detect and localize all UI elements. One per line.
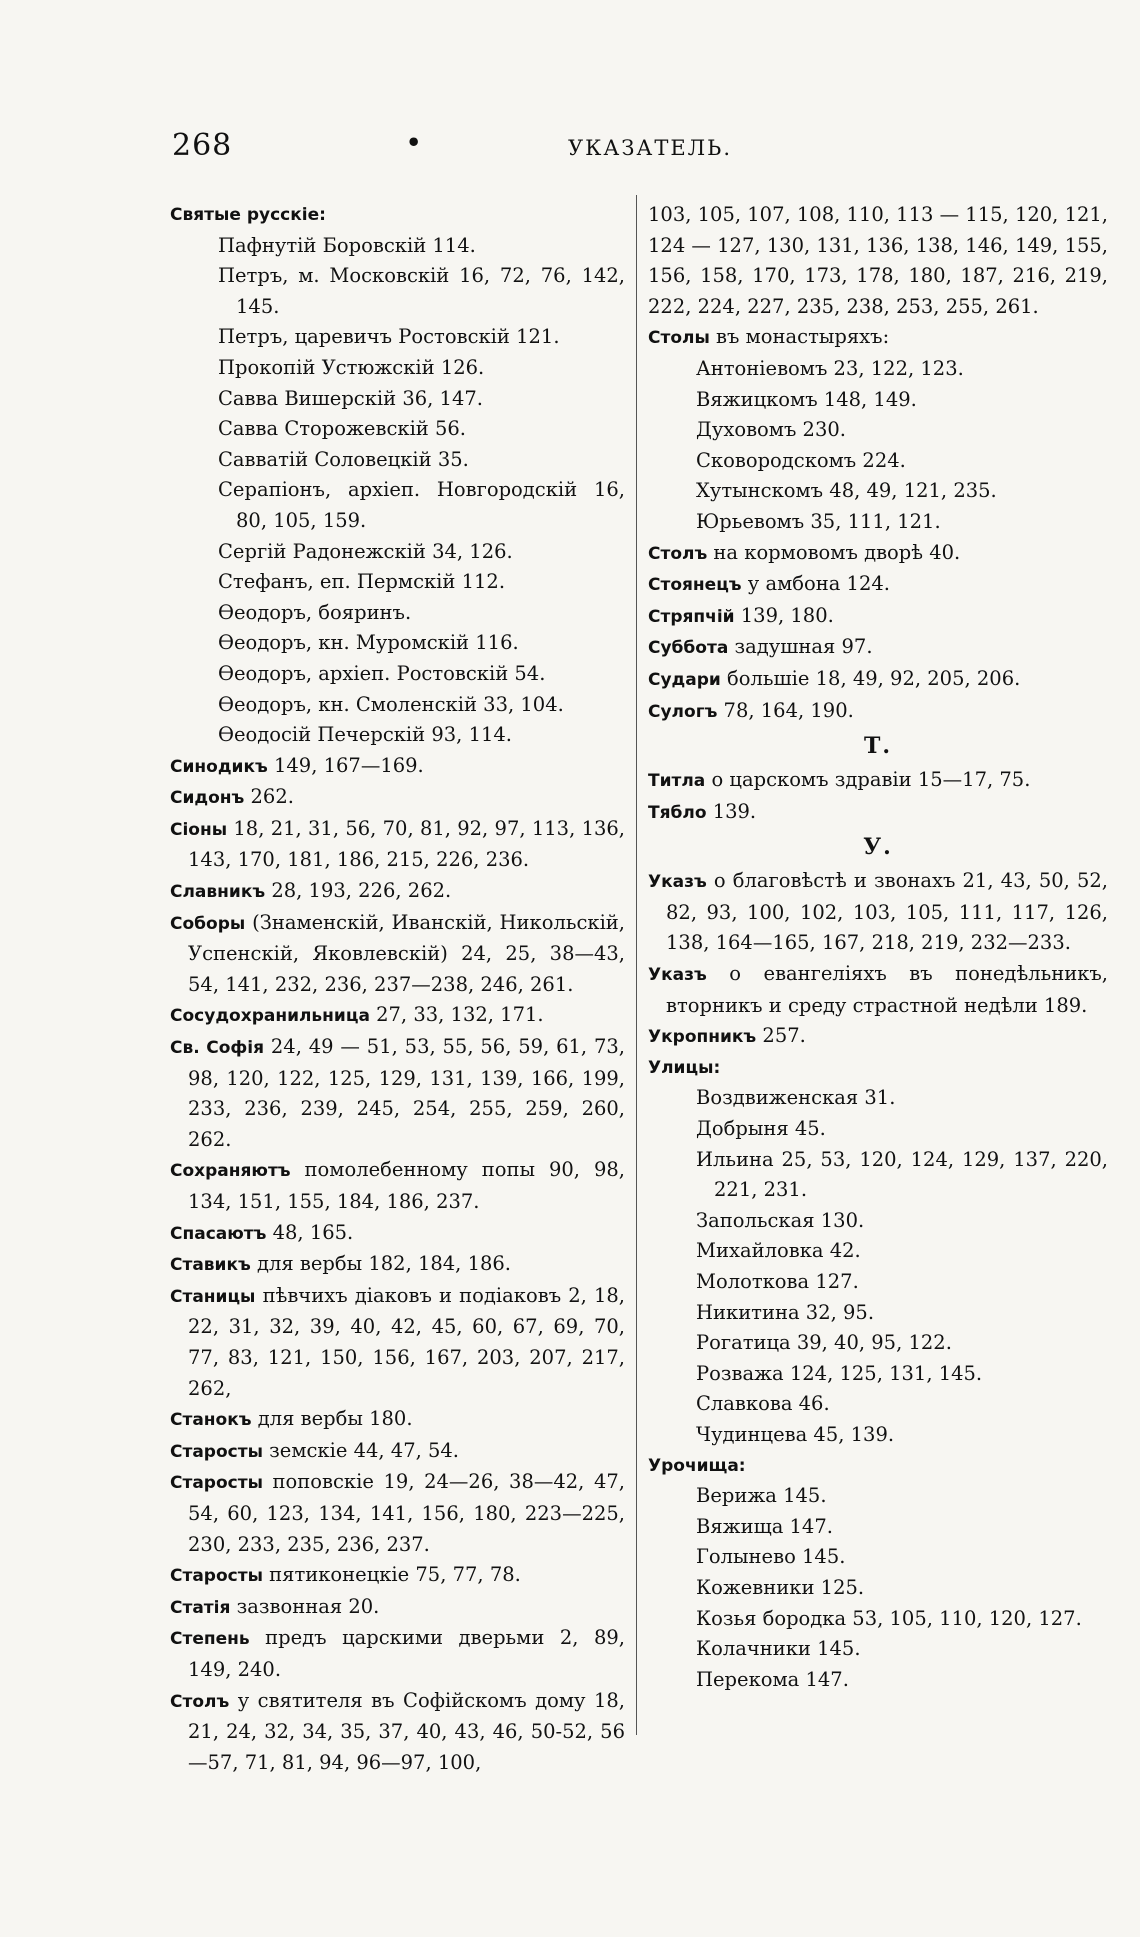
entry-references: Антоніевомъ 23, 122, 123.	[696, 356, 964, 380]
index-entry	[170, 1592, 625, 1624]
entry-references: предъ царскими дверьми 2, 89, 149, 240.	[188, 1626, 625, 1681]
index-subentry	[170, 537, 625, 568]
index-subentry	[648, 1298, 1108, 1329]
index-entry	[648, 322, 1108, 354]
entry-references: о царскомъ здравіи 15—17, 75.	[705, 768, 1031, 792]
entry-references: большіе 18, 49, 92, 205, 206.	[720, 666, 1021, 690]
index-subentry	[648, 385, 1108, 416]
entry-headword: Столъ	[648, 543, 708, 564]
entry-references: Прокопій Устюжскій 126.	[218, 355, 485, 379]
entry-references: 149, 167—169.	[267, 753, 424, 777]
entry-headword: Титла	[648, 771, 706, 792]
index-entry	[648, 632, 1108, 664]
index-subentry	[170, 690, 625, 721]
entry-references: Юрьевомъ 35, 111, 121.	[696, 509, 941, 533]
entry-headword: Столы	[648, 328, 710, 349]
index-entry	[648, 1021, 1108, 1053]
entry-headword: Станокъ	[170, 1410, 252, 1431]
entry-references: Славкова 46.	[696, 1392, 830, 1416]
index-subentry	[170, 567, 625, 598]
index-subentry	[648, 1236, 1108, 1267]
entry-references: у амбона 124.	[741, 572, 890, 596]
index-right-column	[648, 200, 1108, 1695]
index-entry	[648, 664, 1108, 696]
index-subentry	[170, 353, 625, 384]
entry-references: Хутынскомъ 48, 49, 121, 235.	[696, 479, 997, 503]
entry-references: Ѳеодоръ, кн. Муромскій 116.	[218, 631, 519, 655]
column-divider	[636, 195, 637, 1735]
entry-headword: Сидонъ	[170, 788, 245, 809]
entry-references: Колачники 145.	[696, 1637, 861, 1661]
index-subentry	[648, 1389, 1108, 1420]
index-entry	[648, 959, 1108, 1021]
index-subentry	[648, 1604, 1108, 1635]
index-entry	[170, 1218, 625, 1250]
entry-references: на кормовомъ дворѣ 40.	[707, 540, 961, 564]
entry-references: Кожевники 125.	[696, 1575, 865, 1599]
index-subentry	[648, 354, 1108, 385]
index-entry	[170, 1249, 625, 1281]
index-subentry	[648, 1420, 1108, 1451]
entry-references: Стефанъ, еп. Пермскій 112.	[218, 570, 506, 594]
entry-references: Рогатица 39, 40, 95, 122.	[696, 1331, 952, 1355]
entry-headword: Судари	[648, 669, 721, 690]
entry-references: пѣвчихъ діаковъ и подіаковъ 2, 18, 22, 31, 32, 39, 40, 42, 45, 60, 67, 69, 70, 77, 83, 121, 150, 156, 167, 203, 207, 217, 262,	[188, 1283, 625, 1400]
index-entry	[648, 765, 1108, 797]
entry-references: Никитина 32, 95.	[696, 1300, 875, 1324]
entry-headword: Сохраняютъ	[170, 1161, 291, 1182]
index-subentry	[648, 1634, 1108, 1665]
entry-references: зазвонная 20.	[230, 1594, 380, 1618]
index-subentry	[648, 476, 1108, 507]
index-subentry	[648, 1114, 1108, 1145]
entry-references: Розважа 124, 125, 131, 145.	[696, 1361, 983, 1385]
entry-references: Добрыня 45.	[696, 1117, 826, 1141]
entry-references: задушная 97.	[728, 635, 873, 659]
entry-references: поповскіе 19, 24—26, 38—42, 47, 54, 60, 123, 134, 141, 156, 180, 223—225, 230, 233, 235, 236, 237.	[188, 1470, 625, 1556]
entry-headword: Сулогъ	[648, 701, 718, 722]
entry-references: 18, 21, 31, 56, 70, 81, 92, 97, 113, 136, 143, 170, 181, 186, 215, 226, 236.	[188, 816, 625, 872]
index-subentry	[170, 384, 625, 415]
entry-references: Пафнутій Боровскій 114.	[218, 233, 476, 257]
entry-headword: Славникъ	[170, 882, 266, 903]
entry-headword: Станицы	[170, 1286, 256, 1307]
entry-references: Перекома 147.	[696, 1667, 849, 1691]
entry-references: 48, 165.	[266, 1220, 354, 1244]
entry-references: 257.	[756, 1024, 806, 1048]
index-entry	[170, 876, 625, 908]
index-entry	[170, 1155, 625, 1217]
index-subentry	[170, 414, 625, 445]
entry-references: Петръ, царевичъ Ростовскій 121.	[218, 325, 560, 349]
index-subentry	[648, 1328, 1108, 1359]
entry-references: Верижа 145.	[696, 1484, 827, 1508]
entry-references: Сковородскомъ 224.	[696, 448, 906, 472]
index-entry	[170, 1560, 625, 1592]
entry-headword: Ставикъ	[170, 1255, 251, 1276]
entry-references: 78, 164, 190.	[717, 698, 854, 722]
entry-references: Чудинцева 45, 139.	[696, 1422, 895, 1446]
index-entry	[648, 601, 1108, 633]
entry-references: Михайловка 42.	[696, 1239, 861, 1263]
entry-references: для вербы 180.	[251, 1407, 413, 1431]
index-subentry	[648, 1665, 1108, 1696]
index-entry	[170, 1436, 625, 1468]
index-subentry	[648, 1542, 1108, 1573]
index-subentry	[648, 1512, 1108, 1543]
index-subentry	[170, 231, 625, 262]
entry-references: Воздвиженская 31.	[696, 1086, 896, 1110]
index-entry	[170, 1000, 625, 1032]
entry-headword: Статія	[170, 1597, 231, 1618]
entry-headword: Сосудохранильница	[170, 1006, 370, 1027]
index-entry	[170, 1623, 625, 1685]
entry-references: Запольская 130.	[696, 1208, 865, 1232]
entry-references: Серапіонъ, архіеп. Новгородскій 16, 80, 105, 159.	[218, 478, 625, 532]
index-subentry	[648, 1481, 1108, 1512]
header-dot: •	[406, 128, 422, 157]
entry-references: Ильина 25, 53, 120, 124, 129, 137, 220, 221, 231.	[696, 1147, 1108, 1202]
index-subentry	[648, 1206, 1108, 1237]
index-subentry	[170, 445, 625, 476]
entry-references: Голынево 145.	[696, 1545, 846, 1569]
entry-headword: Стоянецъ	[648, 575, 742, 596]
entry-references: 27, 33, 132, 171.	[369, 1003, 544, 1027]
entry-references: о благовѣстѣ и звонахъ 21, 43, 50, 52, 82, 93, 100, 102, 103, 105, 111, 117, 126, 138, 164—165, 167, 218, 219, 232—233.	[666, 869, 1108, 955]
index-subentry	[648, 1083, 1108, 1114]
entry-references: Козья бородка 53, 105, 110, 120, 127.	[696, 1606, 1082, 1630]
index-group-heading: Святые русскіе:	[170, 205, 326, 225]
entry-references: Сергій Радонежскій 34, 126.	[218, 539, 513, 563]
entry-references: 24, 49 — 51, 53, 55, 56, 59, 61, 73, 98, 120, 122, 125, 129, 131, 139, 166, 199, 233, 236, 239, 245, 254, 255, 259, 260, 262.	[188, 1035, 625, 1151]
entry-headword: Указъ	[648, 965, 707, 986]
section-letter: Т.	[863, 733, 893, 760]
entry-headword: Соборы	[170, 913, 246, 934]
entry-references: у святителя въ Софійскомъ дому 18, 21, 24, 32, 34, 35, 37, 40, 43, 46, 50-52, 56—57, 71, 81, 94, 96—97, 100,	[188, 1688, 625, 1774]
entry-headword: Укропникъ	[648, 1027, 757, 1048]
entry-references: для вербы 182, 184, 186.	[250, 1252, 511, 1276]
entry-references: 139, 180.	[734, 603, 834, 627]
index-entry	[170, 782, 625, 814]
index-entry	[648, 200, 1108, 322]
index-subentry	[170, 720, 625, 751]
index-entry	[648, 538, 1108, 570]
entry-references: Савватій Соловецкій 35.	[218, 447, 469, 471]
running-title: УКАЗАТЕЛЬ.	[568, 136, 733, 160]
index-subentry	[648, 507, 1108, 538]
index-entry	[648, 696, 1108, 728]
entry-references: помолебенному попы 90, 98, 134, 151, 155, 184, 186, 237.	[188, 1158, 625, 1213]
entry-headword: Старосты	[170, 1473, 263, 1494]
entry-references: пятиконецкіе 75, 77, 78.	[262, 1563, 521, 1587]
entry-headword: Указъ	[648, 872, 707, 893]
entry-references: Вяжища 147.	[696, 1514, 833, 1538]
index-entry	[170, 814, 625, 876]
entry-references: Петръ, м. Московскій 16, 72, 76, 142, 145.	[218, 264, 625, 318]
entry-references: Савва Вишерскій 36, 147.	[218, 386, 483, 410]
index-entry	[170, 1467, 625, 1560]
index-subentry	[170, 261, 625, 322]
entry-references: (Знаменскій, Иванскій, Никольскій, Успенскій, Яковлевскій) 24, 25, 38—43, 54, 141, 232, 236, 237—238, 246, 261.	[188, 910, 625, 996]
entry-headword: Степень	[170, 1629, 250, 1650]
index-subentry	[170, 628, 625, 659]
page-number: 268	[172, 128, 233, 163]
index-subentry	[648, 446, 1108, 477]
entry-references: 262.	[244, 785, 294, 809]
index-subentry	[648, 1145, 1108, 1206]
entry-references: Ѳеодоръ, архіеп. Ростовскій 54.	[218, 661, 546, 685]
index-entry	[170, 1404, 625, 1436]
index-entry	[648, 866, 1108, 959]
index-subentry	[648, 415, 1108, 446]
index-subentry	[170, 322, 625, 353]
entry-references: Ѳеодоръ, бояринъ.	[218, 600, 412, 624]
entry-headword: Спасаютъ	[170, 1223, 267, 1244]
entry-headword: Столъ	[170, 1691, 230, 1712]
entry-references: 28, 193, 226, 262.	[265, 879, 452, 903]
index-group-heading: Улицы:	[648, 1057, 721, 1078]
entry-references: Ѳеодосій Печерскій 93, 114.	[218, 723, 512, 747]
index-subentry	[170, 598, 625, 629]
entry-headword: Старосты	[170, 1566, 263, 1587]
entry-headword: Св. Софія	[170, 1038, 265, 1059]
entry-headword: Стряпчій	[648, 606, 735, 627]
index-subentry	[648, 1573, 1108, 1604]
entry-references: земскіе 44, 47, 54.	[262, 1438, 460, 1462]
index-entry	[170, 908, 625, 1001]
entry-headword: Старосты	[170, 1441, 263, 1462]
index-entry	[648, 569, 1108, 601]
entry-references: Духовомъ 230.	[696, 418, 846, 442]
index-entry	[170, 1032, 625, 1155]
index-subentry	[170, 475, 625, 536]
index-entry	[170, 1686, 625, 1779]
entry-references: въ монастыряхъ:	[709, 325, 890, 349]
section-letter: У.	[863, 834, 893, 861]
index-left-column	[170, 200, 625, 1778]
index-entry	[648, 797, 1108, 829]
page-header	[0, 128, 1140, 168]
index-subentry	[648, 1267, 1108, 1298]
index-entry	[170, 751, 625, 783]
entry-headword: Суббота	[648, 638, 729, 659]
entry-headword: Тябло	[648, 802, 707, 823]
index-subentry	[648, 1359, 1108, 1390]
index-group-heading: Урочища:	[648, 1455, 746, 1476]
index-entry	[170, 1281, 625, 1404]
entry-headword: Синодикъ	[170, 756, 268, 777]
entry-references: Ѳеодоръ, кн. Смоленскій 33, 104.	[218, 692, 564, 716]
entry-references: 103, 105, 107, 108, 110, 113 — 115, 120, 121, 124 — 127, 130, 131, 136, 138, 146, 149, 155, 156, 158, 170, 173, 178, 180, 187, 216, 219, 222, 224, 227, 235, 238, 253, 255, 261.	[648, 203, 1108, 318]
entry-headword: Сіоны	[170, 819, 228, 840]
entry-references: Вяжицкомъ 148, 149.	[696, 387, 917, 411]
entry-references: о евангеліяхъ въ понедѣльникъ, вторникъ и среду страстной недѣли 189.	[666, 962, 1108, 1017]
entry-references: Молоткова 127.	[696, 1270, 859, 1293]
entry-references: Савва Сторожевскій 56.	[218, 417, 467, 441]
entry-references: 139.	[706, 799, 757, 823]
index-subentry	[170, 659, 625, 690]
